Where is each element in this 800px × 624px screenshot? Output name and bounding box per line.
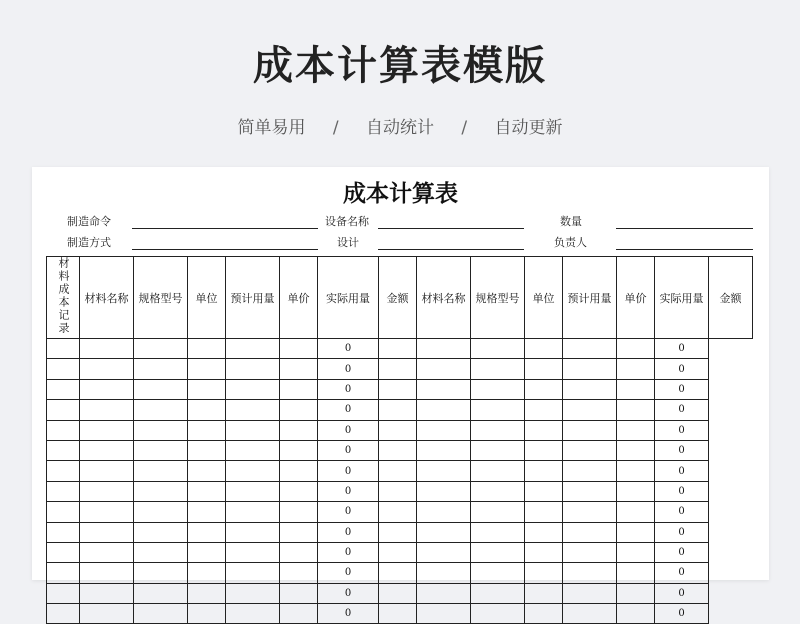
- table-cell[interactable]: [525, 542, 563, 562]
- table-cell[interactable]: [417, 563, 471, 583]
- table-cell[interactable]: [563, 339, 617, 359]
- table-cell[interactable]: [617, 542, 655, 562]
- table-cell[interactable]: [525, 359, 563, 379]
- table-cell[interactable]: [280, 542, 318, 562]
- table-cell[interactable]: [563, 379, 617, 399]
- table-cell[interactable]: [563, 583, 617, 603]
- table-cell[interactable]: [563, 400, 617, 420]
- table-cell[interactable]: [379, 583, 417, 603]
- table-cell[interactable]: [80, 502, 134, 522]
- amount-cell[interactable]: 0: [655, 583, 709, 603]
- table-cell[interactable]: [134, 440, 188, 460]
- table-cell[interactable]: [134, 542, 188, 562]
- table-cell[interactable]: [80, 359, 134, 379]
- table-cell[interactable]: [471, 440, 525, 460]
- table-cell[interactable]: [280, 400, 318, 420]
- table-cell[interactable]: [280, 339, 318, 359]
- table-cell[interactable]: [617, 604, 655, 624]
- table-cell[interactable]: [47, 379, 80, 399]
- table-row: [47, 542, 753, 562]
- table-cell[interactable]: [226, 481, 280, 501]
- table-cell[interactable]: [134, 461, 188, 481]
- table-cell[interactable]: [226, 563, 280, 583]
- amount-cell[interactable]: 0: [318, 440, 379, 460]
- table-cell[interactable]: [47, 359, 80, 379]
- field-label-order: 制造命令: [67, 215, 111, 228]
- table-cell[interactable]: [417, 379, 471, 399]
- table-cell[interactable]: [525, 440, 563, 460]
- table-cell[interactable]: [47, 604, 80, 624]
- tagline-separator: /: [461, 118, 468, 138]
- table-cell[interactable]: [471, 379, 525, 399]
- table-cell[interactable]: [379, 440, 417, 460]
- amount-cell[interactable]: 0: [318, 400, 379, 420]
- table-cell[interactable]: [563, 359, 617, 379]
- table-cell[interactable]: [80, 542, 134, 562]
- table-cell[interactable]: [525, 522, 563, 542]
- table-cell[interactable]: [471, 583, 525, 603]
- amount-cell[interactable]: 0: [318, 359, 379, 379]
- table-cell[interactable]: [563, 542, 617, 562]
- table-cell[interactable]: [226, 461, 280, 481]
- table-cell[interactable]: [563, 481, 617, 501]
- table-cell[interactable]: [617, 339, 655, 359]
- table-cell[interactable]: [417, 522, 471, 542]
- table-cell[interactable]: [617, 522, 655, 542]
- table-row: [47, 339, 753, 359]
- amount-cell[interactable]: 0: [655, 461, 709, 481]
- table-cell[interactable]: [226, 400, 280, 420]
- table-cell[interactable]: [226, 604, 280, 624]
- cost-table: [46, 256, 753, 624]
- table-cell[interactable]: [563, 604, 617, 624]
- table-cell[interactable]: [47, 583, 80, 603]
- table-row: [47, 400, 753, 420]
- table-cell[interactable]: [280, 522, 318, 542]
- table-cell[interactable]: [525, 339, 563, 359]
- table-cell[interactable]: [80, 379, 134, 399]
- table-row: [47, 481, 753, 501]
- table-cell[interactable]: [134, 604, 188, 624]
- table-cell[interactable]: [188, 461, 226, 481]
- sheet-title: 成本计算表: [343, 180, 458, 207]
- table-cell[interactable]: [379, 379, 417, 399]
- tagline-item: 自动统计: [366, 118, 434, 138]
- column-header: 金额: [379, 257, 417, 339]
- amount-cell[interactable]: 0: [655, 440, 709, 460]
- table-cell[interactable]: [80, 481, 134, 501]
- column-header: 单价: [617, 257, 655, 339]
- table-cell[interactable]: [47, 400, 80, 420]
- amount-cell[interactable]: 0: [655, 502, 709, 522]
- table-cell[interactable]: [280, 440, 318, 460]
- table-cell[interactable]: [47, 339, 80, 359]
- table-cell[interactable]: [379, 522, 417, 542]
- table-cell[interactable]: [379, 359, 417, 379]
- table-cell[interactable]: [417, 461, 471, 481]
- table-cell[interactable]: [47, 522, 80, 542]
- table-cell[interactable]: [525, 604, 563, 624]
- field-label-quantity: 数量: [560, 215, 582, 228]
- field-quantity-input[interactable]: [616, 228, 753, 229]
- table-cell[interactable]: [226, 502, 280, 522]
- amount-cell[interactable]: 0: [318, 502, 379, 522]
- tagline-separator: /: [332, 118, 339, 138]
- column-header: 单位: [188, 257, 226, 339]
- field-label-method: 制造方式: [67, 236, 111, 249]
- table-cell[interactable]: [188, 400, 226, 420]
- table-cell[interactable]: [226, 522, 280, 542]
- table-cell[interactable]: [379, 420, 417, 440]
- table-cell[interactable]: [226, 359, 280, 379]
- table-cell[interactable]: [525, 583, 563, 603]
- column-header: 规格型号: [134, 257, 188, 339]
- table-cell[interactable]: [188, 542, 226, 562]
- table-cell[interactable]: [563, 522, 617, 542]
- amount-cell[interactable]: 0: [318, 420, 379, 440]
- table-cell[interactable]: [525, 502, 563, 522]
- table-cell[interactable]: [280, 359, 318, 379]
- table-cell[interactable]: [47, 542, 80, 562]
- table-row: [47, 522, 753, 542]
- table-cell[interactable]: [617, 583, 655, 603]
- table-row: [47, 379, 753, 399]
- amount-cell[interactable]: 0: [318, 583, 379, 603]
- table-cell[interactable]: [617, 359, 655, 379]
- table-row: [47, 420, 753, 440]
- column-header: 材料名称: [80, 257, 134, 339]
- table-cell[interactable]: [417, 604, 471, 624]
- table-cell[interactable]: [525, 379, 563, 399]
- table-cell[interactable]: [471, 604, 525, 624]
- amount-cell[interactable]: 0: [655, 522, 709, 542]
- table-row: [47, 461, 753, 481]
- amount-cell[interactable]: 0: [655, 542, 709, 562]
- table-cell[interactable]: [379, 542, 417, 562]
- table-cell[interactable]: [617, 440, 655, 460]
- table-cell[interactable]: [188, 563, 226, 583]
- amount-cell[interactable]: 0: [655, 400, 709, 420]
- table-cell[interactable]: [134, 379, 188, 399]
- field-label-design: 设计: [337, 236, 359, 249]
- table-cell[interactable]: [280, 563, 318, 583]
- table-cell[interactable]: [379, 461, 417, 481]
- table-cell[interactable]: [188, 502, 226, 522]
- table-cell[interactable]: [134, 359, 188, 379]
- table-cell[interactable]: [617, 563, 655, 583]
- table-cell[interactable]: [226, 339, 280, 359]
- table-cell[interactable]: [134, 339, 188, 359]
- column-header: 预计用量: [563, 257, 617, 339]
- table-row: [47, 502, 753, 522]
- table-cell[interactable]: [80, 400, 134, 420]
- table-cell[interactable]: [226, 420, 280, 440]
- table-cell[interactable]: [188, 420, 226, 440]
- table-row: [47, 604, 753, 624]
- table-cell[interactable]: [417, 359, 471, 379]
- table-row: [47, 440, 753, 460]
- table-cell[interactable]: [379, 481, 417, 501]
- table-cell[interactable]: [525, 461, 563, 481]
- table-cell[interactable]: [563, 563, 617, 583]
- amount-cell[interactable]: 0: [655, 339, 709, 359]
- table-cell[interactable]: [188, 481, 226, 501]
- amount-cell[interactable]: 0: [318, 379, 379, 399]
- table-cell[interactable]: [80, 440, 134, 460]
- amount-cell[interactable]: 0: [655, 379, 709, 399]
- table-cell[interactable]: [417, 542, 471, 562]
- table-cell[interactable]: [188, 440, 226, 460]
- table-cell[interactable]: [617, 379, 655, 399]
- amount-cell[interactable]: 0: [318, 604, 379, 624]
- field-label-equipment: 设备名称: [325, 215, 369, 228]
- table-cell[interactable]: [617, 502, 655, 522]
- table-header-row: [47, 257, 753, 339]
- table-cell[interactable]: [379, 339, 417, 359]
- table-cell[interactable]: [134, 522, 188, 542]
- table-cell[interactable]: [188, 379, 226, 399]
- table-cell[interactable]: [471, 420, 525, 440]
- table-cell[interactable]: [379, 563, 417, 583]
- amount-cell[interactable]: 0: [318, 563, 379, 583]
- table-cell[interactable]: [134, 502, 188, 522]
- table-cell[interactable]: [134, 420, 188, 440]
- table-cell[interactable]: [417, 339, 471, 359]
- table-cell[interactable]: [471, 522, 525, 542]
- column-header: 单位: [525, 257, 563, 339]
- side-label-cell: [47, 257, 80, 339]
- table-cell[interactable]: [47, 440, 80, 460]
- field-order-input[interactable]: [132, 228, 318, 229]
- amount-cell[interactable]: 0: [318, 522, 379, 542]
- table-cell[interactable]: [226, 440, 280, 460]
- table-cell[interactable]: [47, 502, 80, 522]
- table-row: [47, 563, 753, 583]
- table-cell[interactable]: [417, 440, 471, 460]
- table-cell[interactable]: [563, 502, 617, 522]
- side-label: 材料成本记录: [57, 257, 70, 335]
- table-cell[interactable]: [471, 461, 525, 481]
- table-cell[interactable]: [280, 481, 318, 501]
- column-header: 材料名称: [417, 257, 471, 339]
- table-cell[interactable]: [226, 583, 280, 603]
- table-cell[interactable]: [188, 339, 226, 359]
- table-cell[interactable]: [80, 563, 134, 583]
- table-cell[interactable]: [379, 502, 417, 522]
- field-design-input[interactable]: [378, 249, 524, 250]
- tagline-item: 简单易用: [237, 118, 306, 138]
- table-cell[interactable]: [280, 379, 318, 399]
- column-header: 实际用量: [655, 257, 709, 339]
- table-cell[interactable]: [471, 542, 525, 562]
- table-cell[interactable]: [134, 481, 188, 501]
- table-cell[interactable]: [188, 522, 226, 542]
- tagline-item: 自动更新: [494, 118, 563, 138]
- table-cell[interactable]: [525, 420, 563, 440]
- table-cell[interactable]: [226, 542, 280, 562]
- table-cell[interactable]: [80, 420, 134, 440]
- table-cell[interactable]: [417, 400, 471, 420]
- table-cell[interactable]: [471, 339, 525, 359]
- table-cell[interactable]: [280, 604, 318, 624]
- amount-cell[interactable]: 0: [655, 420, 709, 440]
- amount-cell[interactable]: 0: [655, 563, 709, 583]
- tagline: [0, 113, 800, 138]
- table-cell[interactable]: [80, 604, 134, 624]
- table-cell[interactable]: [417, 583, 471, 603]
- page-title: 成本计算表模版: [253, 43, 547, 89]
- table-cell[interactable]: [134, 563, 188, 583]
- table-cell[interactable]: [188, 359, 226, 379]
- amount-cell[interactable]: 0: [655, 359, 709, 379]
- table-cell[interactable]: [80, 522, 134, 542]
- column-header: 实际用量: [318, 257, 379, 339]
- table-cell[interactable]: [525, 481, 563, 501]
- table-cell[interactable]: [80, 339, 134, 359]
- table-cell[interactable]: [80, 583, 134, 603]
- table-cell[interactable]: [471, 400, 525, 420]
- table-cell[interactable]: [563, 461, 617, 481]
- table-cell[interactable]: [563, 420, 617, 440]
- amount-cell[interactable]: 0: [318, 481, 379, 501]
- table-cell[interactable]: [417, 502, 471, 522]
- table-cell[interactable]: [47, 420, 80, 440]
- table-cell[interactable]: [134, 400, 188, 420]
- table-cell[interactable]: [47, 461, 80, 481]
- field-equipment-input[interactable]: [378, 228, 524, 229]
- table-cell[interactable]: [417, 420, 471, 440]
- column-header: 金额: [709, 257, 753, 339]
- table-cell[interactable]: [417, 481, 471, 501]
- table-cell[interactable]: [379, 604, 417, 624]
- table-cell[interactable]: [47, 563, 80, 583]
- field-owner-input[interactable]: [616, 249, 753, 250]
- table-cell[interactable]: [80, 461, 134, 481]
- amount-cell[interactable]: 0: [318, 542, 379, 562]
- column-header: 预计用量: [226, 257, 280, 339]
- table-cell[interactable]: [471, 359, 525, 379]
- table-cell[interactable]: [280, 420, 318, 440]
- table-cell[interactable]: [280, 461, 318, 481]
- field-method-input[interactable]: [132, 249, 318, 250]
- amount-cell[interactable]: 0: [318, 461, 379, 481]
- table-cell[interactable]: [471, 481, 525, 501]
- table-cell[interactable]: [617, 400, 655, 420]
- amount-cell[interactable]: 0: [655, 481, 709, 501]
- table-cell[interactable]: [134, 583, 188, 603]
- column-header: 单价: [280, 257, 318, 339]
- table-cell[interactable]: [280, 583, 318, 603]
- spreadsheet-preview: [32, 167, 769, 620]
- amount-cell[interactable]: 0: [655, 604, 709, 624]
- table-row: [47, 359, 753, 379]
- table-cell[interactable]: [280, 502, 318, 522]
- table-cell[interactable]: [563, 440, 617, 460]
- table-cell[interactable]: [617, 461, 655, 481]
- table-cell[interactable]: [188, 604, 226, 624]
- table-row: [47, 583, 753, 603]
- table-cell[interactable]: [47, 481, 80, 501]
- table-cell[interactable]: [525, 400, 563, 420]
- column-header: 规格型号: [471, 257, 525, 339]
- field-label-owner: 负责人: [554, 236, 587, 249]
- table-cell[interactable]: [379, 400, 417, 420]
- table-cell[interactable]: [525, 563, 563, 583]
- amount-cell[interactable]: 0: [318, 339, 379, 359]
- table-cell[interactable]: [617, 420, 655, 440]
- table-cell[interactable]: [471, 563, 525, 583]
- table-cell[interactable]: [471, 502, 525, 522]
- table-cell[interactable]: [226, 379, 280, 399]
- table-cell[interactable]: [188, 583, 226, 603]
- table-cell[interactable]: [617, 481, 655, 501]
